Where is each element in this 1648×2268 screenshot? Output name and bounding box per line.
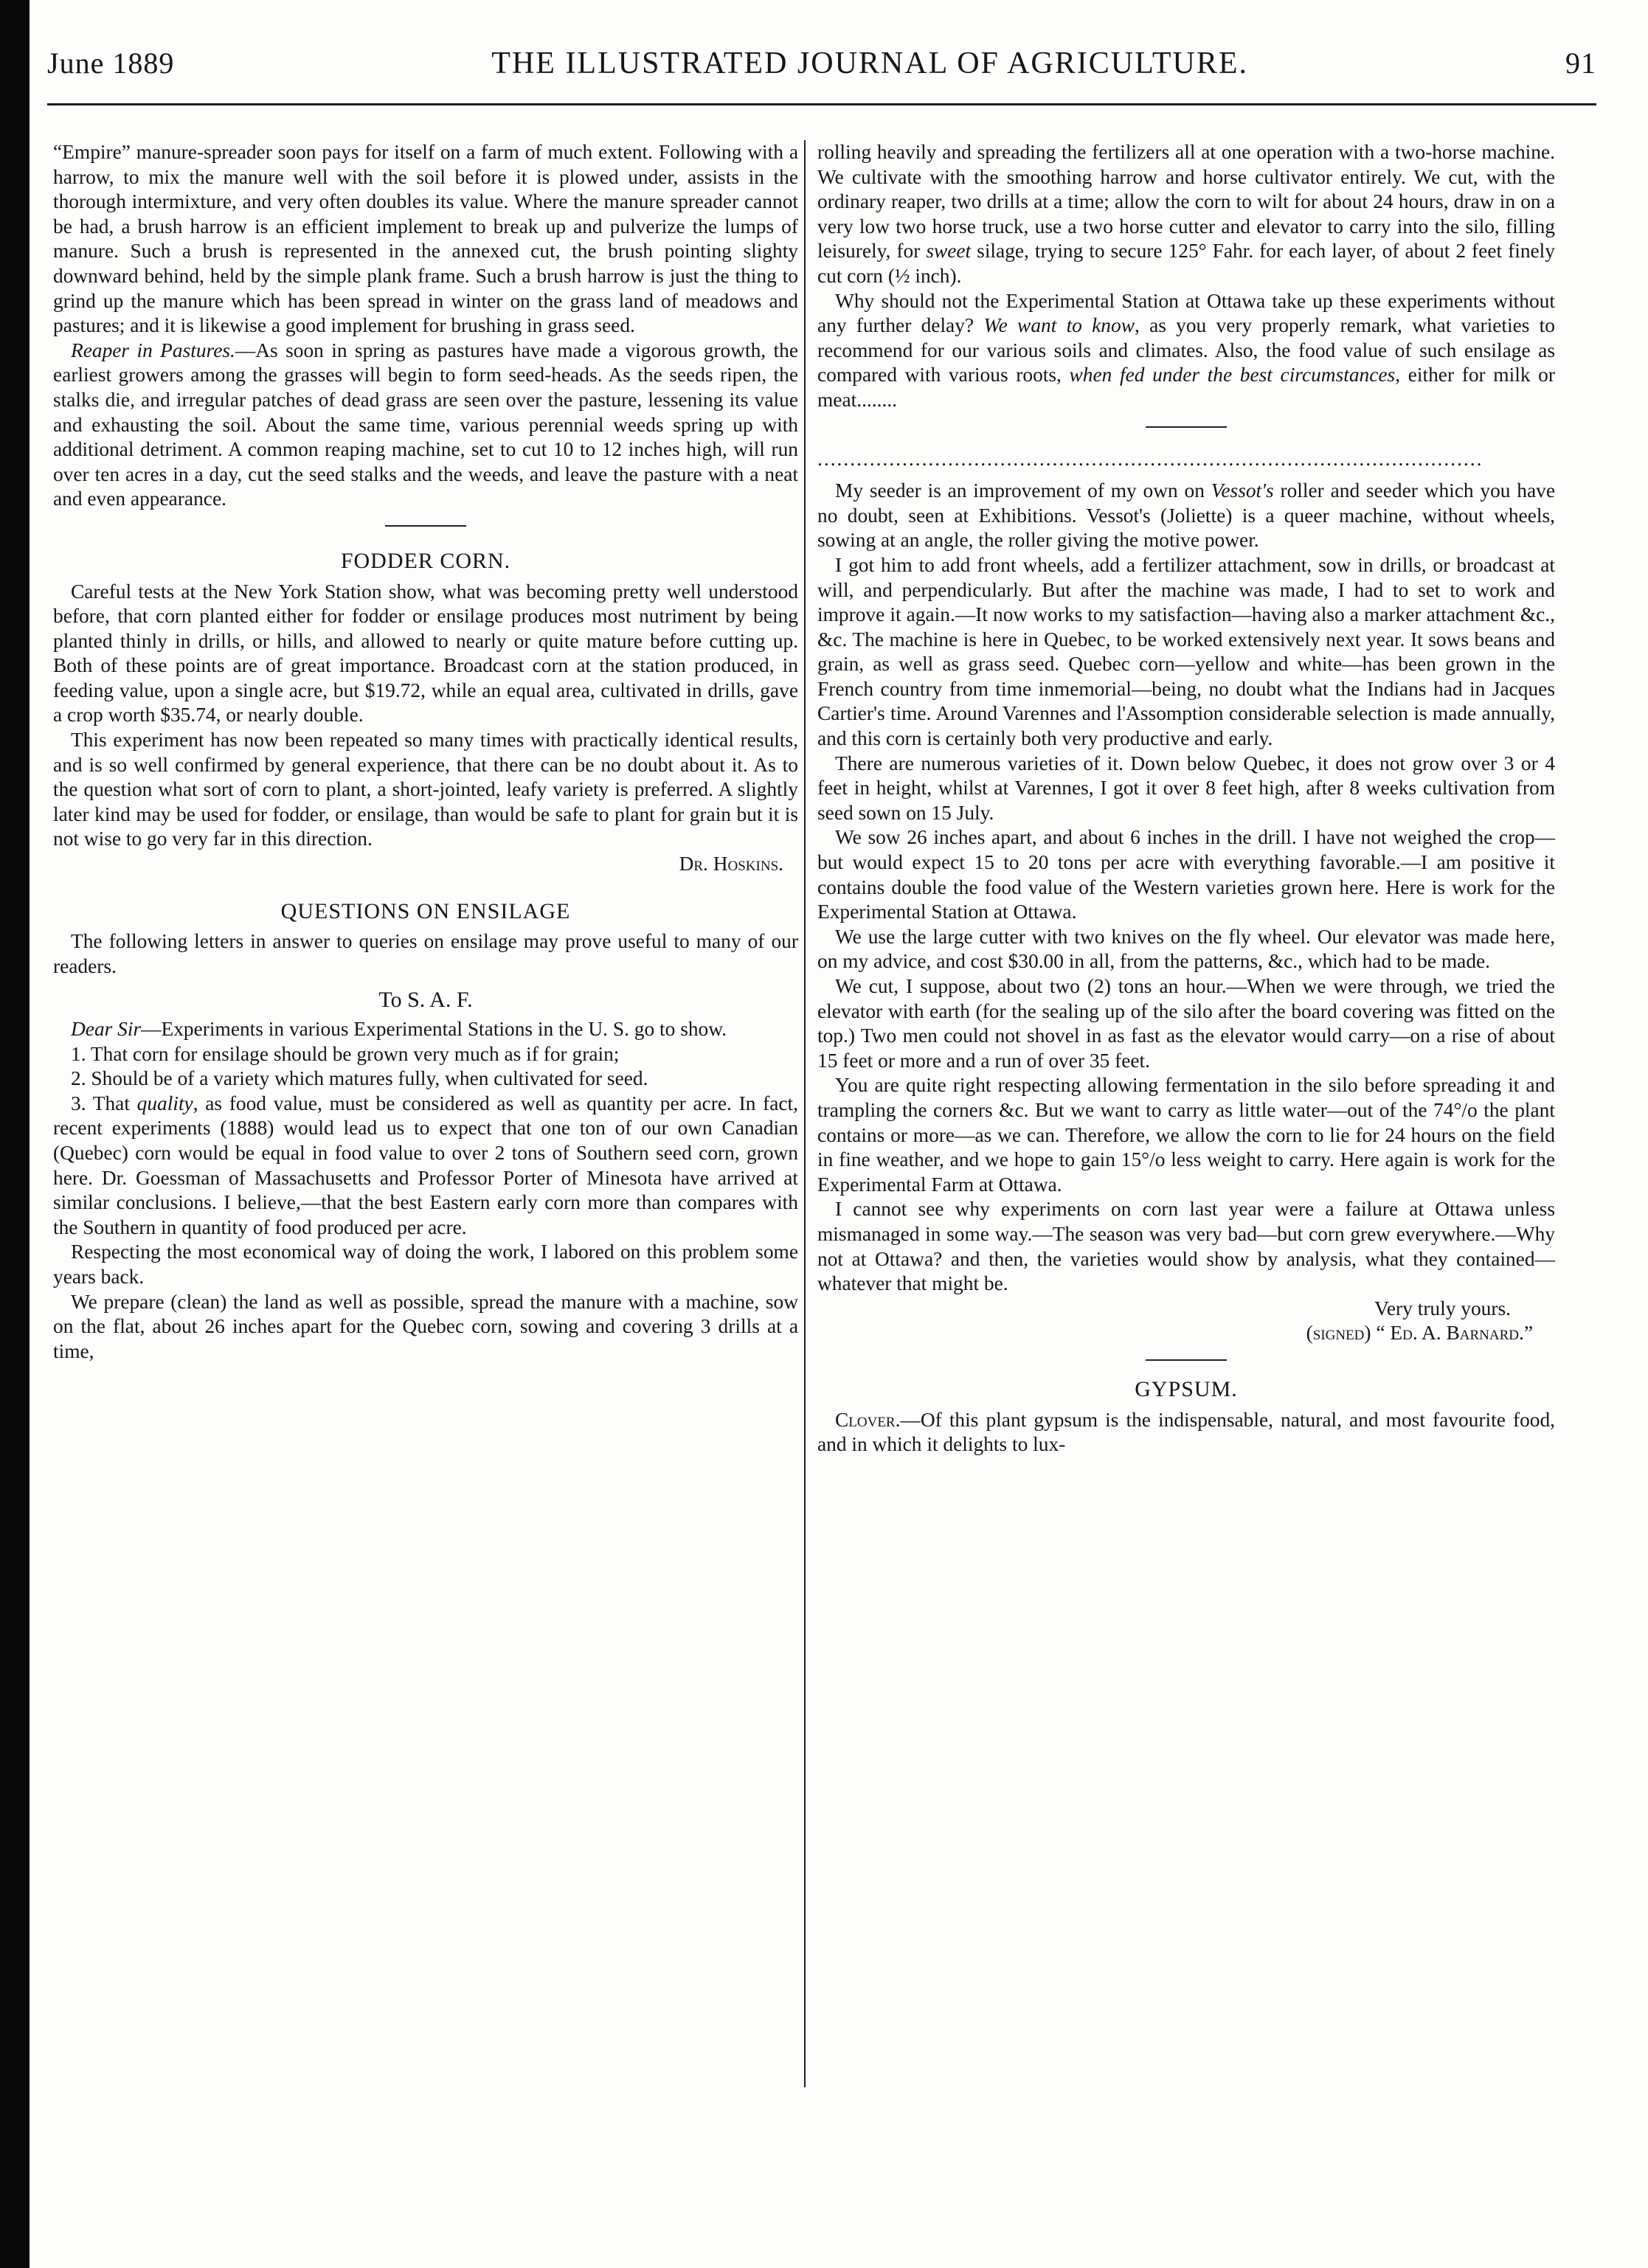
paragraph-text: —Of this plant gypsum is the indispensable, natural, and most favourite food, and in which it delights to lux- xyxy=(817,1408,1555,1456)
paragraph: I got him to add front wheels, add a fertilizer attachment, sow in drills, or broadcast at will, and perpendicularly. But after the machine was made, I had to set to work and improve it again.—It now works to my satisfaction—having also a marker attachment &c., &c. The machine is here in Quebec, to be worked extensively next year. It sows beans and grain, as well as grass seed. Quebec corn—yellow and white—has been grown in the French country from time inmemorial—being, no doubt what the Indians had in Jacques Cartier's time. Around Varennes and l'Assomption considerable selection is made annually, and this corn is certainly both very productive and early. xyxy=(817,553,1555,750)
paragraph xyxy=(817,140,1555,289)
paragraph-text: silage, trying to secure 125° Fahr. for each layer, of about 2 feet finely cut corn (½ inch). xyxy=(817,240,1555,287)
paragraph xyxy=(53,1092,798,1241)
paragraph-text: —Experiments in various Experimental Stations in the U. S. go to show. xyxy=(141,1018,727,1040)
paragraph-text: , either for milk or meat........ xyxy=(817,364,1555,411)
paragraph-text: rolling heavily and spreading the fertilizers all at one operation with a two-horse machine. We cultivate with the smoothing harrow and horse cultivator entirely. We cut, with the ordinary reaper, two drills at a time; allow the corn to wilt for about 24 hours, draw in on a very low two horse truck, use a two horse cutter and elevator to carry into the silo, filling leisurely, for xyxy=(817,141,1555,263)
emphasis: when fed under the best circumstances xyxy=(1069,364,1396,386)
paragraph-text: My seeder is an improvement of my own on xyxy=(835,479,1211,502)
paragraph: We use the large cutter with two knives on the fly wheel. Our elevator was made here, on my advice, and cost $30.00 in all, from the patterns, &c., which had to be made. xyxy=(817,925,1555,973)
left-column xyxy=(53,140,798,1364)
section-rule xyxy=(1146,426,1227,428)
author-signature: Dr. Hoskins. xyxy=(679,853,783,875)
emphasis: sweet xyxy=(926,240,972,263)
emphasis: Vessot's xyxy=(1211,479,1274,502)
paragraph: There are numerous varieties of it. Down below Quebec, it does not grow over 3 or 4 feet in height, whilst at Varennes, I got it over 8 feet high, after 8 weeks cultivation from seed sown on 15 July. xyxy=(817,752,1555,824)
paragraph-text: roller and seeder which you have no doubt, seen at Exhibitions. Vessot's (Joliette) is a queer machine, without wheels, sowing at an angle, the roller giving the motive power. xyxy=(817,479,1555,552)
letter-signature: (signed) “ Ed. A. Barnard.” xyxy=(1306,1322,1533,1345)
paragraph: The following letters in answer to queries on ensilage may prove useful to many of our readers. xyxy=(53,930,798,977)
paragraph-text: —As soon in spring as pastures have made a vigorous growth, the earliest growers among the grasses will begin to form seed-heads. As the seeds ripen, the stalks die, and irregular patches of dead grass are seen over the pasture, lessening its value and exhausting the soil. About the same time, various perennial weeds spring up with additional detriment. A common reaping machine, set to cut 10 to 12 inches high, will run over ten acres in a day, cut the seed stalks and the weeds, and leave the pasture with a neat and even appearance. xyxy=(53,339,798,510)
section-heading-fodder-corn: FODDER CORN. xyxy=(340,548,511,573)
paragraph: “Empire” manure-spreader soon pays for itself on a farm of much extent. Following with a harrow, to mix the manure well with the soil before it is plowed under, assists in the thorough intermixture, and very often doubles its value. Where the manure spreader cannot be had, a brush harrow is an efficient implement to break up and pulverize the lumps of manure. Such a brush is represented in the annexed cut, the brush pointing slighty downward behind, held by the simple plank frame. Such a brush harrow is just the thing to grind up the manure which has been spread in winter on the grass land of meadows and pastures; and it is likewise a good implement for brushing in grass seed. xyxy=(53,141,798,337)
paragraph xyxy=(817,1408,1555,1457)
section-heading-questions-on-ensilage: QUESTIONS ON ENSILAGE xyxy=(280,898,571,923)
letter-closing: Very truly yours. xyxy=(1374,1297,1511,1319)
paragraph: You are quite right respecting allowing fermentation in the silo before spreading it and trampling the corners &c. But we want to carry as little water—out of the 74°/o the plant contains or more—as we can. Therefore, we allow the corn to lie for 24 hours on the field in fine weather, and we hope to gain 15°/o less weight to carry. Here again is work for the Experimental Farm at Ottawa. xyxy=(817,1074,1555,1196)
paragraph-text: , as food value, must be considered as well as quantity per acre. In fact, recent experiments (1888) would lead us to expect that one ton of our own Canadian (Quebec) corn would be equal in food value to over 2 tons of Southern seed corn, grown here. Dr. Goessman of Massachusetts and Professor Porter of Minesota have arrived at similar conclusions. I believe,—that the best Eastern early corn more than compares with the Southern in quantity of food produced per acre. xyxy=(53,1092,798,1238)
paragraph: 1. That corn for ensilage should be grown very much as if for grain; xyxy=(71,1042,620,1065)
section-heading-gypsum: GYPSUM. xyxy=(1135,1376,1238,1401)
section-rule xyxy=(385,525,466,527)
paragraph xyxy=(817,289,1555,413)
paragraph xyxy=(817,479,1555,553)
page-number: 91 xyxy=(1565,46,1596,80)
header-rule xyxy=(47,103,1596,105)
paragraph-text: 3. That xyxy=(71,1092,137,1114)
paragraph: Respecting the most economical way of doing the work, I labored on this problem some years back. xyxy=(53,1241,798,1288)
paragraph-lead: Clover. xyxy=(835,1408,901,1431)
paragraph-text: Why should not the Experimental Station at Ottawa take up these experiments without any further delay? xyxy=(817,289,1555,337)
paragraph-lead: Dear Sir xyxy=(71,1018,142,1040)
header-date: June 1889 xyxy=(47,46,175,80)
emphasis: We want to know xyxy=(983,314,1135,337)
paragraph: We sow 26 inches apart, and about 6 inches in the drill. I have not weighed the crop—but would expect 15 to 20 tons per acre with everything favorable.—I am positive it contains double the food value of the Western varieties grown here. Here is work for the Experimental Station at Ottawa. xyxy=(817,826,1555,923)
column-divider xyxy=(804,140,806,2087)
section-rule xyxy=(1146,1359,1227,1361)
paragraph xyxy=(53,339,798,512)
paragraph: We cut, I suppose, about two (2) tons an hour.—When we were through, we tried the elevator with earth (for the sealing up of the silo after the board covering was fitted on the top.) Two men could not shovel in as fast as the elevator would carry—on a rise of about 15 feet or more and a run of over 35 feet. xyxy=(817,975,1555,1072)
emphasis: quality xyxy=(136,1092,193,1114)
letter-salutation-to: To S. A. F. xyxy=(378,988,473,1013)
running-header xyxy=(47,46,1596,90)
paragraph: Careful tests at the New York Station show, what was becoming pretty well understood before, that corn planted either for fodder or ensilage produces most nutriment by being planted thinly in drills, or hills, and allowed to nearly or quite mature before cutting up. Both of these points are of great importance. Broadcast corn at the station produced, in feeding value, upon a single acre, but $19.72, while an equal area, cultivated in drills, gave a crop worth $35.74, or nearly double. xyxy=(53,580,798,726)
paragraph-lead: Reaper in Pastures. xyxy=(71,339,235,361)
right-column xyxy=(817,140,1555,1457)
journal-title: THE ILLUSTRATED JOURNAL OF AGRICULTURE. xyxy=(491,46,1249,80)
paragraph: We prepare (clean) the land as well as possible, spread the manure with a machine, sow on the flat, about 26 inches apart for the Quebec corn, sowing and covering 3 drills at a time, xyxy=(53,1290,798,1362)
paragraph-text: , as you very properly remark, what varieties to recommend for our various soils and climates. Also, the food value of such ensilage as compared with various roots, xyxy=(817,314,1555,386)
dotted-separator: ...................................................................................................... xyxy=(817,447,1483,470)
paragraph: This experiment has now been repeated so many times with practically identical results, and is so well confirmed by general experience, that there can be no doubt about it. As to the question what sort of corn to plant, a short-jointed, leafy variety is preferred. A slightly later kind may be used for fodder, or ensilage, than would be safe to plant for grain but it is not wise to go very far in this direction. xyxy=(53,729,798,850)
paragraph: 2. Should be of a variety which matures fully, when cultivated for seed. xyxy=(71,1067,648,1090)
page-binding-edge xyxy=(0,0,30,2268)
paragraph xyxy=(53,1017,798,1042)
paragraph: I cannot see why experiments on corn last year were a failure at Ottawa unless mismanaged in some way.—The season was very bad—but corn grew everywhere.—Why not at Ottawa? and then, the varieties would show by analysis, what they contained—whatever that might be. xyxy=(817,1198,1555,1295)
